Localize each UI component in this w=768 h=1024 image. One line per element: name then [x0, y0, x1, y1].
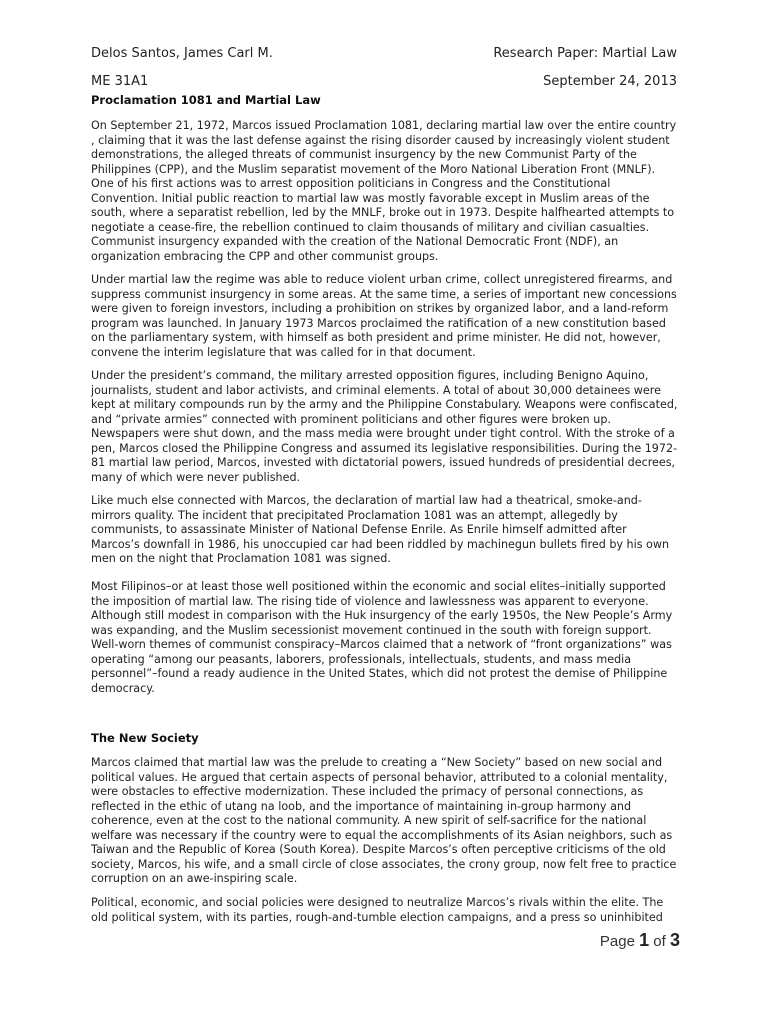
paragraph-5: Most Filipinos–or at least those well positioned within the economic and social elites–initially supported the imposition of martial law. The rising tide of violence and lawlessness was apparent to everyone. Although still modest in comparison with the Huk insurgency of the early 1950s, the New People’s Army was expanding, and the Muslim secessionist movement continued in the south with foreign support. Well-worn themes of communist conspiracy–Marcos claimed that a network of “front organizations” was operating “among our peasants, laborers, professionals, intellectuals, students, and mass media personnel”–found a ready audience in the United States, which did not protest the demise of Philippine democracy. — [91, 580, 673, 695]
page-word: Page — [599, 933, 635, 950]
header-row-1 — [91, 46, 677, 62]
page-number-footer — [600, 930, 680, 952]
document-type: Research Paper: Martial Law — [493, 46, 677, 61]
of-word: of — [653, 933, 666, 950]
paragraph-2: Under martial law the regime was able to reduce violent urban crime, collect unregistered firearms, and suppress communist insurgency in some areas. At the same time, a series of important new concessions were given to foreign investors, including a prohibition on strikes by organized labor, and a land-reform program was launched. In January 1973 Marcos proclaimed the ratification of a new constitution based on the parliamentary system, with himself as both president and prime minister. He did not, however, convene the interim legislature that was called for in that document. — [91, 273, 677, 359]
section-heading: The New Society — [91, 731, 199, 745]
section-code: ME 31A1 — [91, 74, 149, 89]
current-page-number: 1 — [639, 930, 650, 950]
header-row-2 — [91, 74, 677, 90]
author-name: Delos Santos, James Carl M. — [91, 46, 273, 61]
section-paragraph-2: Political, economic, and social policies were designed to neutralize Marcos’s rivals within the elite. The old political system, with its parties, rough-and-tumble election campaigns, and a press so uninhibited — [91, 896, 664, 924]
paragraph-1: On September 21, 1972, Marcos issued Proclamation 1081, declaring martial law over the entire country , claiming that it was the last defense against the rising disorder caused by increasingly violent student demonstrations, the alleged threats of communist insurgency by the new Communist Party of the Philippines (CPP), and the Muslim separatist movement of the Moro National Liberation Front (MNLF). One of his first actions was to arrest opposition politicians in Congress and the Constitutional Convention. Initial public reaction to martial law was mostly favorable except in Muslim areas of the south, where a separatist rebellion, led by the MNLF, broke out in 1973. Despite halfhearted attempts to negotiate a cease-fire, the rebellion continued to claim thousands of military and civilian casualties. Communist insurgency expanded with the creation of the National Democratic Front (NDF), an organization embracing the CPP and other communist groups. — [91, 119, 677, 263]
document-date: September 24, 2013 — [543, 74, 677, 89]
paragraph-3: Under the president’s command, the military arrested opposition figures, including Benigno Aquino, journalists, student and labor activists, and criminal elements. A total of about 30,000 detainees were kept at military compounds run by the army and the Philippine Constabulary. Weapons were confiscated, and “private armies” connected with prominent politicians and other figures were broken up. Newspapers were shut down, and the mass media were brought under tight control. With the stroke of a pen, Marcos closed the Philippine Congress and assumed its legislative responsibilities. During the 1972-81 martial law period, Marcos, invested with dictatorial powers, issued hundreds of presidential decrees, many of which were never published. — [91, 369, 678, 484]
paragraph-4: Like much else connected with Marcos, the declaration of martial law had a theatrical, smoke-and-mirrors quality. The incident that precipitated Proclamation 1081 was an attempt, allegedly by communists, to assassinate Minister of National Defense Enrile. As Enrile himself admitted after Marcos’s downfall in 1986, his unoccupied car had been riddled by machinegun bullets fired by his own men on the night that Proclamation 1081 was signed. — [91, 494, 670, 565]
page-title: Proclamation 1081 and Martial Law — [91, 93, 321, 107]
section-paragraph-1: Marcos claimed that martial law was the prelude to creating a “New Society” based on new social and political values. He argued that certain aspects of personal behavior, attributed to a colonial mentality, were obstacles to effective modernization. These included the primacy of personal connections, as reflected in the ethic of utang na loob, and the importance of maintaining in-group harmony and coherence, even at the cost to the national community. A new spirit of self-sacrifice for the national welfare was necessary if the country were to equal the accomplishments of its Asian neighbors, such as Taiwan and the Republic of Korea (South Korea). Despite Marcos’s often perceptive criticisms of the old society, Marcos, his wife, and a small circle of close associates, the crony group, now felt free to practice corruption on an awe-inspiring scale. — [91, 756, 677, 885]
total-pages-number: 3 — [669, 930, 680, 950]
